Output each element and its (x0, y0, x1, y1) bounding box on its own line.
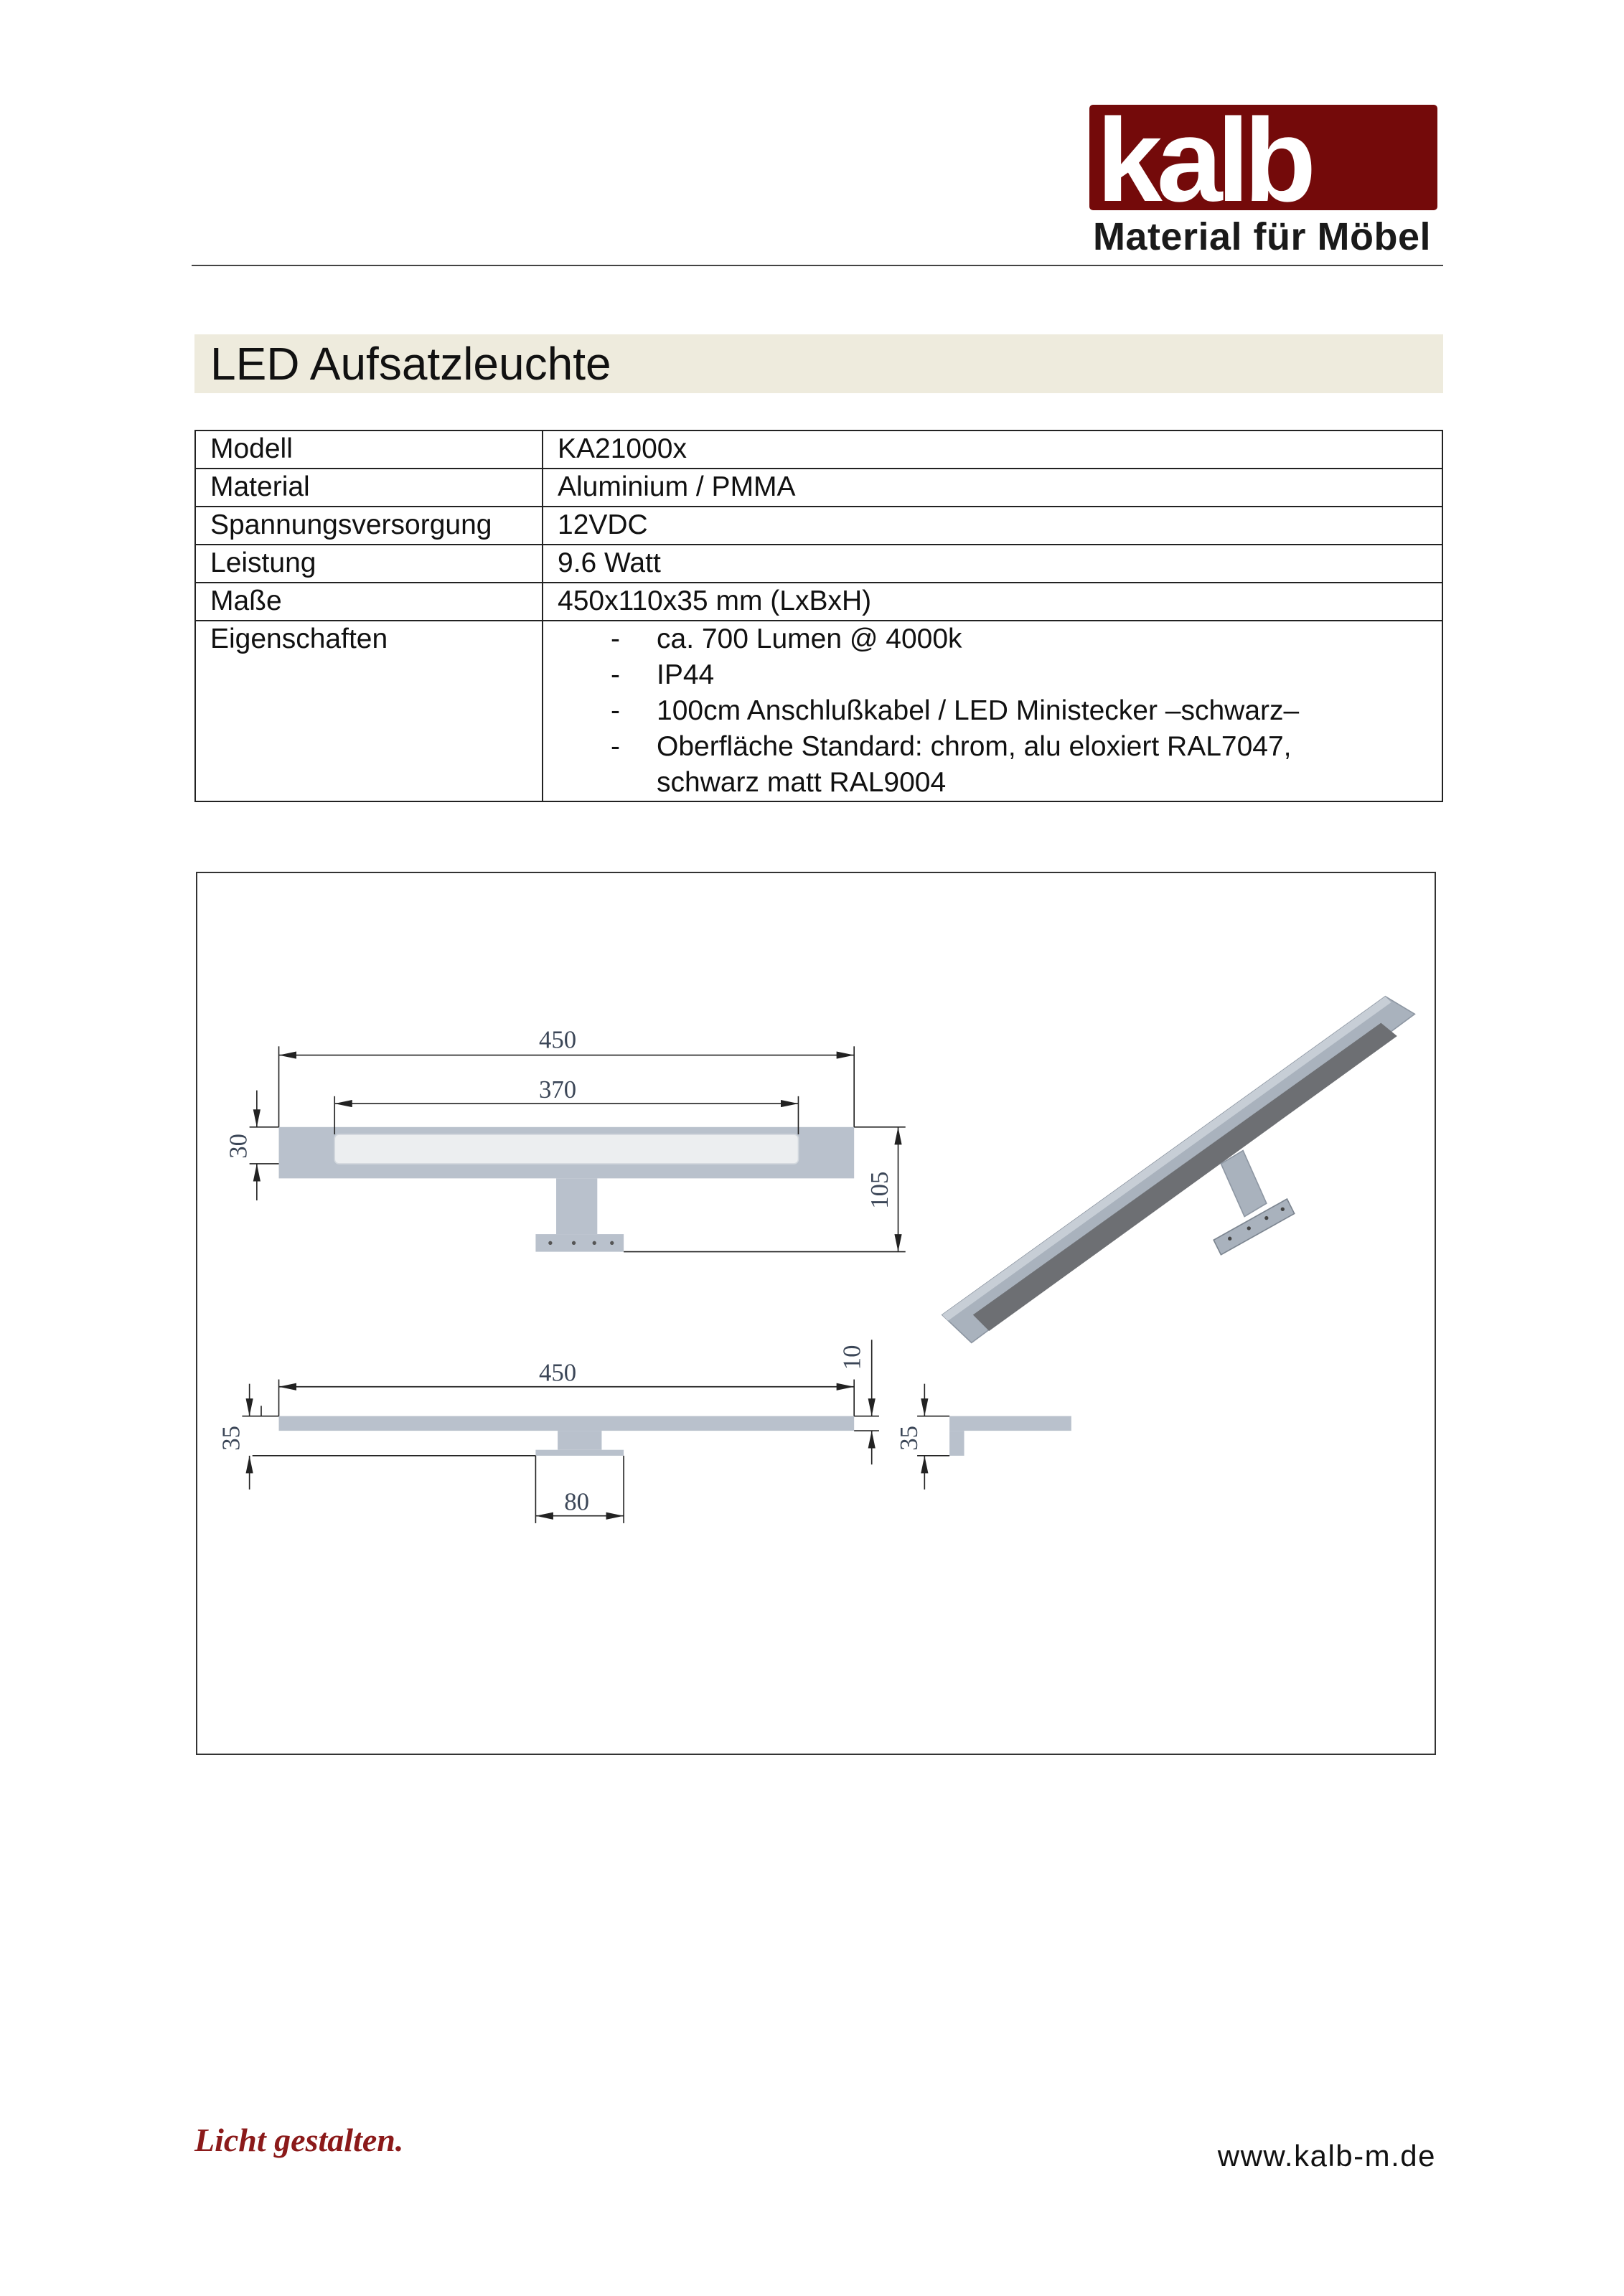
spec-value: KA21000x (558, 433, 687, 464)
spec-label: Material (196, 469, 543, 506)
bullet-dash: - (611, 624, 620, 654)
lamp-stem-3d (1221, 1151, 1266, 1217)
feature-text: IP44 (657, 659, 715, 690)
feature-item (543, 621, 1442, 657)
led-panel (334, 1134, 798, 1164)
dimension-label: 30 (224, 1133, 253, 1159)
feature-cell (543, 621, 1442, 801)
feature-text: 100cm Anschlußkabel / LED Ministecker –schwarz– (657, 695, 1300, 726)
technical-drawing (196, 872, 1436, 1755)
spec-table (194, 430, 1443, 802)
dimension-label: 370 (539, 1075, 577, 1104)
spec-label: Spannungsversorgung (196, 507, 543, 544)
bullet-dash: - (611, 695, 620, 726)
dimension-label: 35 (217, 1425, 245, 1451)
spec-value: 450x110x35 mm (LxBxH) (558, 585, 872, 616)
dimension-label: 10 (837, 1345, 866, 1370)
led-panel-3d (973, 1023, 1397, 1331)
lamp-profile-leg (949, 1431, 964, 1456)
spec-row (196, 544, 1442, 582)
bullet-dash: - (611, 659, 620, 690)
title-band (194, 334, 1443, 393)
lamp-profile (949, 1416, 1071, 1431)
side-view (895, 1384, 1071, 1490)
spec-label: Maße (196, 583, 543, 620)
brand-logo (1089, 105, 1437, 210)
spec-value: 12VDC (558, 509, 648, 540)
feature-text: Oberfläche Standard: chrom, alu eloxiert RAL7047, schwarz matt RAL9004 (657, 731, 1292, 798)
logo-tagline: Material für Möbel (1092, 215, 1431, 258)
spec-value: 9.6 Watt (558, 547, 661, 578)
dimension-label: 80 (564, 1487, 590, 1516)
spec-value: Aluminium / PMMA (558, 471, 796, 502)
front-view (225, 1025, 906, 1251)
feature-text: ca. 700 Lumen @ 4000k (657, 624, 962, 654)
bullet-dash: - (611, 731, 620, 762)
spec-row (196, 468, 1442, 506)
dimension-bar-height (250, 1091, 279, 1200)
spec-row (196, 431, 1442, 468)
spec-label: Eigenschaften (196, 621, 543, 801)
page-title: LED Aufsatzleuchte (210, 338, 611, 390)
lamp-stem-top (558, 1431, 601, 1450)
drawing-canvas (197, 873, 1435, 1754)
spec-label: Leistung (196, 545, 543, 582)
spec-row-features (196, 620, 1442, 801)
lamp-bar-top (279, 1416, 855, 1431)
spec-row (196, 582, 1442, 620)
lamp-stem (556, 1178, 597, 1234)
feature-item (543, 693, 1442, 729)
logo-wordmark: kalb (1097, 105, 1311, 210)
top-view (217, 1340, 879, 1523)
feature-item (543, 729, 1442, 801)
footer-slogan: Licht gestalten. (194, 2122, 404, 2158)
spec-label: Modell (196, 431, 543, 468)
dimension-label: 450 (539, 1025, 577, 1054)
header-divider (192, 265, 1443, 266)
dimension-depth (242, 1384, 535, 1490)
lamp-top-edge-3d (942, 997, 1391, 1321)
mounting-plate-top (535, 1450, 624, 1456)
feature-list (543, 621, 1442, 801)
website-link[interactable]: www.kalb-m.de (1217, 2139, 1436, 2173)
spec-row (196, 506, 1442, 544)
dimension-label: 105 (865, 1171, 894, 1209)
dimension-label: 450 (539, 1358, 577, 1387)
perspective-view (942, 997, 1414, 1343)
feature-item (543, 657, 1442, 693)
dimension-label: 35 (895, 1425, 924, 1451)
